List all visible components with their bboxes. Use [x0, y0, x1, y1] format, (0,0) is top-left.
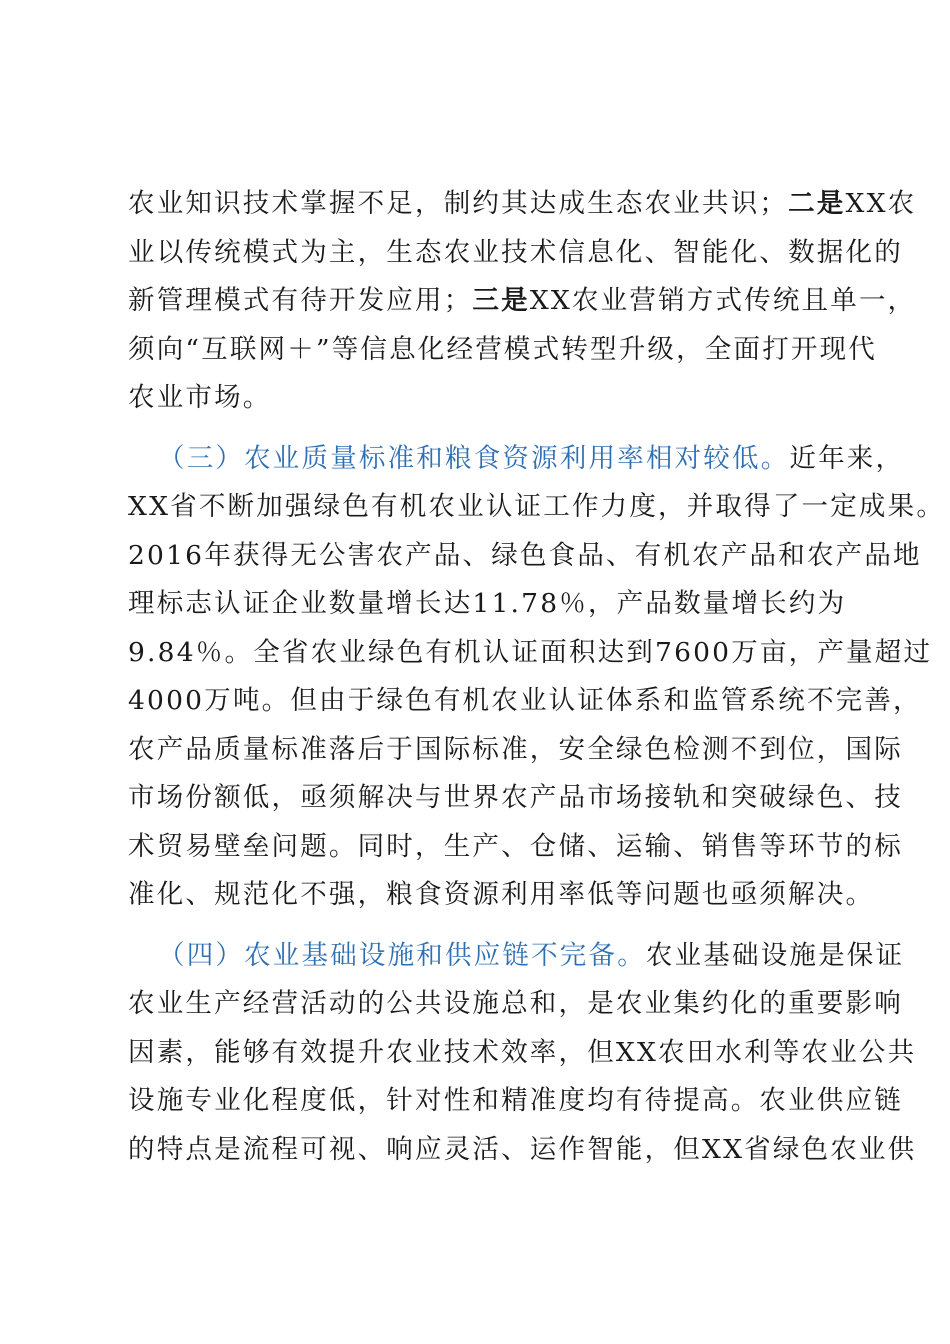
body-text: 9.84％。全省农业绿色有机认证面积达到7600万亩，产量超过: [128, 636, 933, 668]
paragraph: [128, 435, 946, 920]
text-line: [128, 677, 922, 726]
paragraph-gap: [128, 423, 833, 435]
paragraph: [128, 180, 917, 423]
text-line: [128, 726, 903, 775]
section-heading: （四）农业基础设施和供应链不完备。: [158, 939, 646, 971]
body-text: 4000万吨。但由于绿色有机农业认证体系和监管系统不完善，: [128, 685, 922, 716]
text-line: [128, 483, 946, 532]
text-line: [128, 1077, 903, 1126]
text-line: [128, 774, 903, 823]
text-line: [128, 326, 877, 375]
text-line: [128, 532, 922, 581]
body-text: 农业基础设施是保证: [645, 939, 905, 971]
body-text: 准化、规范化不强，粮食资源利用率低等问题也亟须解决。: [128, 879, 875, 910]
text-line: [128, 871, 875, 920]
emphasis-text: 二是: [788, 188, 846, 219]
body-text: 近年来，: [789, 442, 905, 474]
text-line: [128, 1126, 917, 1175]
text-line: [128, 1029, 917, 1078]
text-line: [128, 932, 905, 981]
body-text: 业以传统模式为主，生态农业技术信息化、智能化、数据化的: [128, 236, 903, 268]
text-line: [128, 629, 933, 678]
body-text: 农业市场。: [128, 382, 272, 413]
body-text: 术贸易壁垒问题。同时，生产、仓储、运输、销售等环节的标: [128, 830, 903, 862]
body-text: 须向“互联网＋”等信息化经营模式转型升级，全面打开现代: [128, 333, 877, 365]
document-body: [128, 180, 946, 1174]
section-heading: （三）农业质量标准和粮食资源利用率相对较低。: [158, 442, 790, 474]
text-line: [128, 374, 833, 423]
paragraph-gap: [128, 920, 833, 932]
body-text: 的特点是流程可视、响应灵活、运作智能，但XX省绿色农业供: [128, 1133, 917, 1165]
body-text: XX农: [845, 188, 917, 219]
body-text: 农业知识技术掌握不足，制约其达成生态农业共识；: [128, 188, 789, 219]
emphasis-text: 三是: [472, 285, 530, 316]
body-text: 理标志认证企业数量增长达11.78％，产品数量增长约为: [128, 588, 847, 619]
text-line: [128, 229, 903, 278]
body-text: 农产品质量标准落后于国际标准，安全绿色检测不到位，国际: [128, 733, 903, 765]
text-line: [128, 180, 917, 229]
body-text: 2016年获得无公害农产品、绿色食品、有机农产品和农产品地: [128, 539, 922, 571]
text-line: [128, 980, 903, 1029]
body-text: 因素，能够有效提升农业技术效率，但XX农田水利等农业公共: [128, 1036, 917, 1068]
text-line: [128, 580, 847, 629]
body-text: 新管理模式有待开发应用；: [128, 285, 473, 316]
paragraph: [128, 932, 917, 1175]
text-line: [128, 435, 905, 484]
text-line: [128, 823, 903, 872]
body-text: XX省不断加强绿色有机农业认证工作力度，并取得了一定成果。: [128, 491, 946, 522]
text-line: [128, 277, 917, 326]
body-text: 农业生产经营活动的公共设施总和，是农业集约化的重要影响: [128, 988, 903, 1019]
body-text: XX农业营销方式传统且单一，: [529, 285, 917, 316]
body-text: 设施专业化程度低，针对性和精准度均有待提高。农业供应链: [128, 1085, 903, 1116]
body-text: 市场份额低，亟须解决与世界农产品市场接轨和突破绿色、技: [128, 782, 903, 813]
